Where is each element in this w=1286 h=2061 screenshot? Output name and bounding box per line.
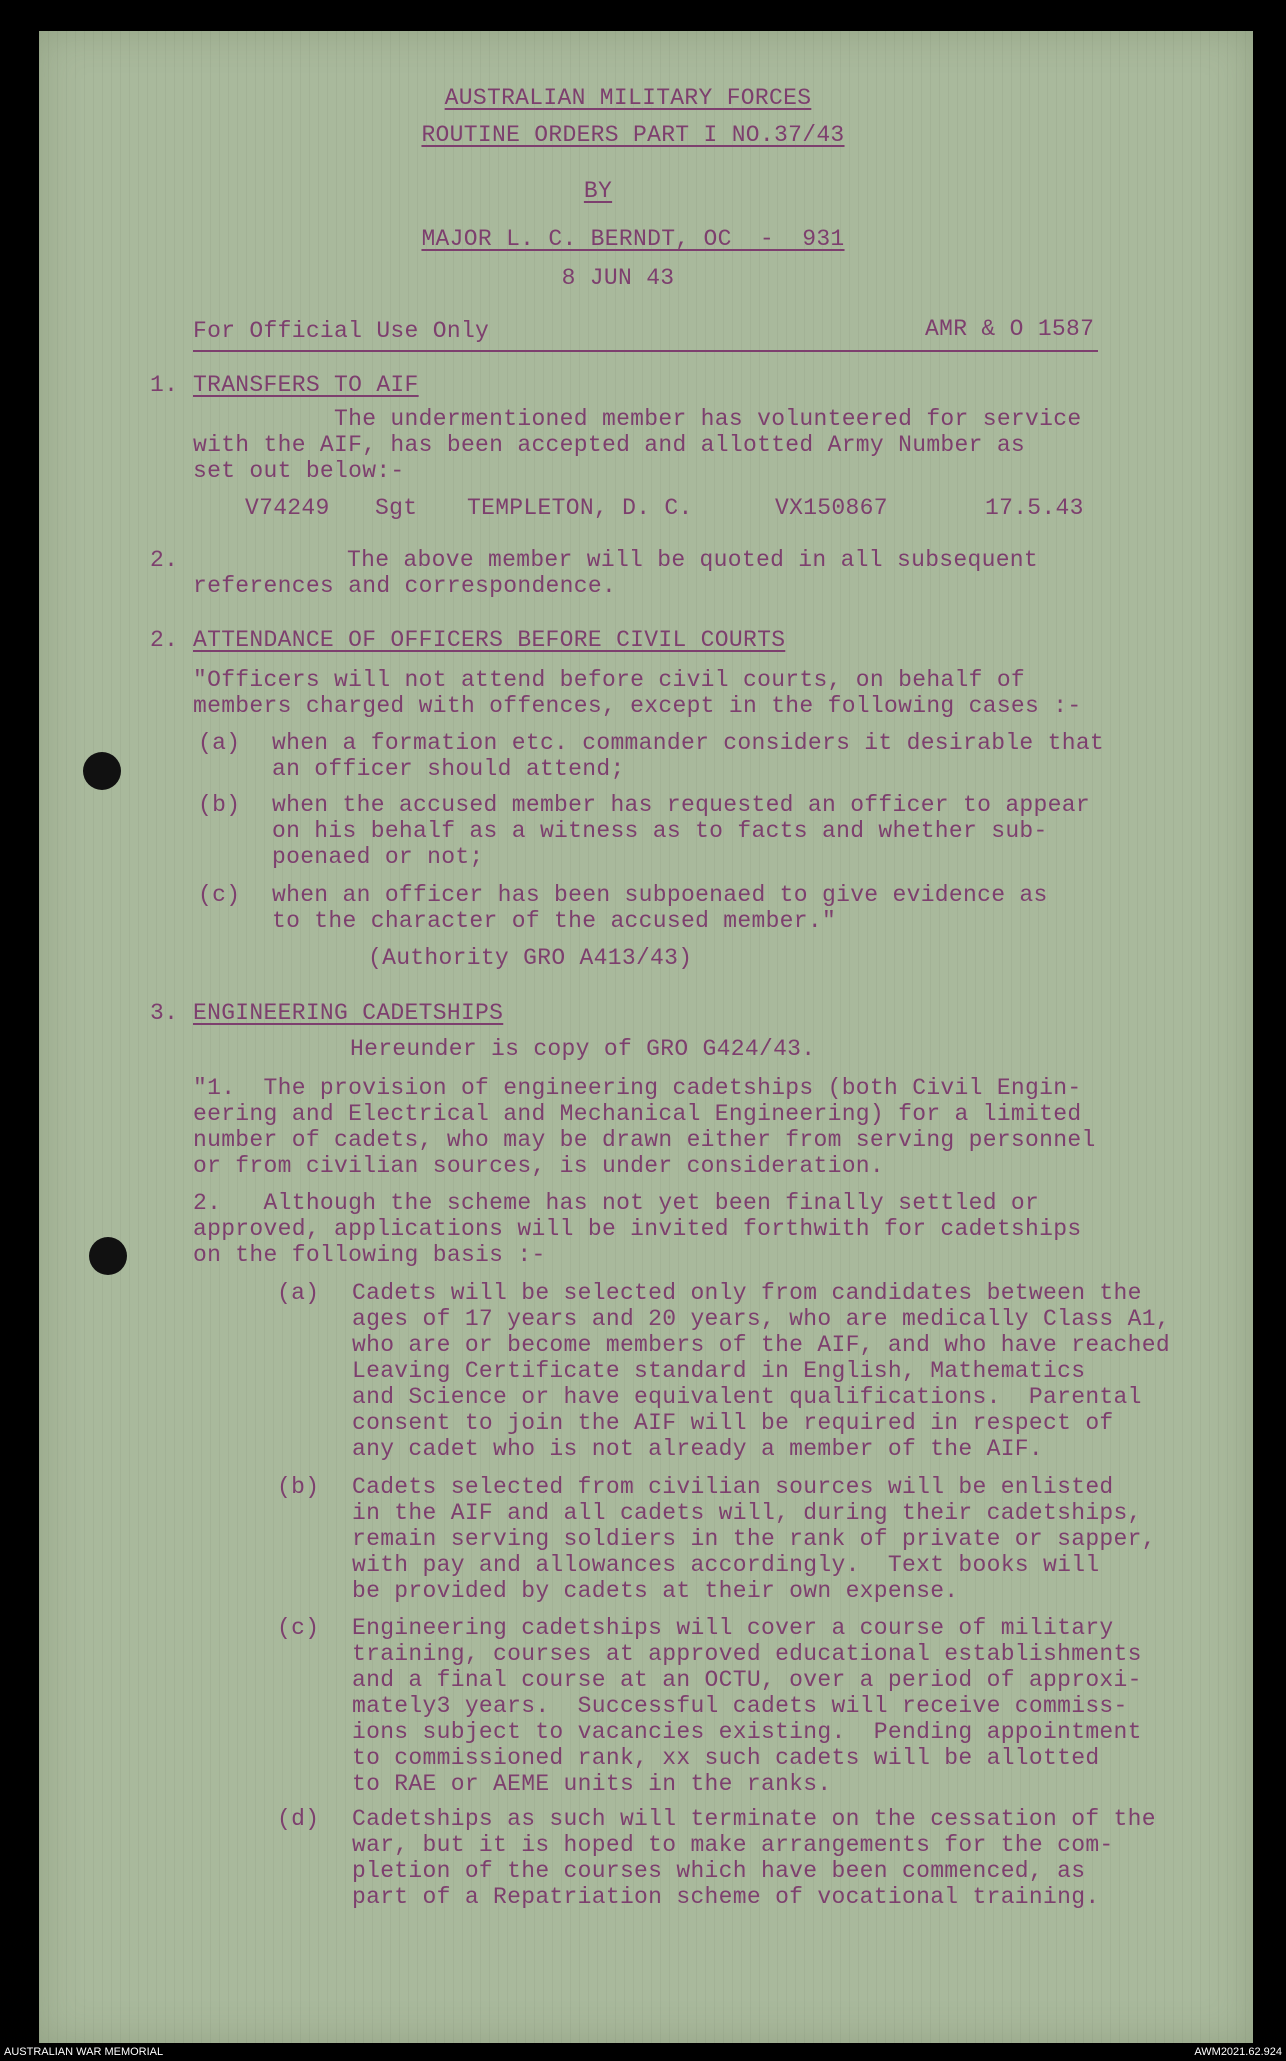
- item-line: in the AIF and all cadets will, during their cadetships,: [352, 1500, 1142, 1526]
- item-line: when an officer has been subpoenaed to give evidence as: [272, 882, 1048, 908]
- header-by: BY: [583, 178, 613, 204]
- item-line: remain serving soldiers in the rank of private or sapper,: [352, 1526, 1156, 1552]
- item-line: to the character of the accused member.": [272, 908, 837, 934]
- paragraph-line: 2. Although the scheme has not yet been finally settled or: [193, 1190, 1040, 1216]
- item-line: training, courses at approved educational establishments: [352, 1641, 1142, 1667]
- punch-hole-bottom: [89, 1237, 127, 1275]
- item-label: (a): [198, 730, 241, 756]
- item-line: Cadets will be selected only from candidates between the: [352, 1280, 1142, 1306]
- section-number: 1.: [150, 372, 179, 398]
- paragraph-line: "Officers will not attend before civil courts, on behalf of: [193, 667, 1026, 693]
- item-line: and Science or have equivalent qualifications. Parental: [352, 1384, 1142, 1410]
- item-line: pletion of the courses which have been commenced, as: [352, 1858, 1086, 1884]
- item-line: Cadets selected from civilian sources will be enlisted: [352, 1474, 1114, 1500]
- footer-accession-number: AWM2021.62.924: [1194, 2046, 1282, 2058]
- item-label: (c): [198, 882, 241, 908]
- section-heading: ENGINEERING CADETSHIPS: [193, 1000, 504, 1026]
- header-force: AUSTRALIAN MILITARY FORCES: [444, 85, 812, 111]
- transfer-rank: Sgt: [375, 495, 418, 521]
- item-line: with pay and allowances accordingly. Text books will: [352, 1552, 1100, 1578]
- transfer-date: 17.5.43: [985, 495, 1084, 521]
- paragraph-number: 2.: [150, 547, 179, 573]
- item-line: who are or become members of the AIF, and who have reached: [352, 1332, 1170, 1358]
- header-rule: [193, 350, 1098, 352]
- header-date: 8 JUN 43: [561, 265, 675, 291]
- footer-source: AUSTRALIAN WAR MEMORIAL: [4, 2046, 164, 2058]
- paragraph-line: The above member will be quoted in all subsequent: [347, 547, 1039, 573]
- transfer-name: TEMPLETON, D. C.: [467, 495, 693, 521]
- paragraph-line: on the following basis :-: [193, 1242, 546, 1268]
- header-officer: MAJOR L. C. BERNDT, OC - 931: [421, 226, 845, 252]
- item-line: war, but it is hoped to make arrangements for the com-: [352, 1832, 1114, 1858]
- item-line: Cadetships as such will terminate on the cessation of the: [352, 1806, 1156, 1832]
- paragraph-line: number of cadets, who may be drawn either from serving personnel: [193, 1127, 1096, 1153]
- section-number: 3.: [150, 1000, 179, 1026]
- item-line: to commissioned rank, xx such cadets will be allotted: [352, 1745, 1100, 1771]
- item-line: and a final course at an OCTU, over a period of approxi-: [352, 1667, 1142, 1693]
- transfer-new-number: VX150867: [775, 495, 888, 521]
- item-line: be provided by cadets at their own expense.: [352, 1578, 959, 1604]
- paragraph-line: Hereunder is copy of GRO G424/43.: [350, 1036, 816, 1062]
- paragraph-line: members charged with offences, except in the following cases :-: [193, 693, 1082, 719]
- item-line: poenaed or not;: [272, 844, 484, 870]
- authority-note: (Authority GRO A413/43): [368, 945, 693, 971]
- item-line: consent to join the AIF will be required in respect of: [352, 1410, 1114, 1436]
- item-line: ions subject to vacancies existing. Pending appointment: [352, 1719, 1142, 1745]
- item-line: any cadet who is not already a member of the AIF.: [352, 1436, 1044, 1462]
- section-number: 2.: [150, 627, 179, 653]
- item-line: an officer should attend;: [272, 756, 625, 782]
- item-line: when the accused member has requested an officer to appear: [272, 792, 1090, 818]
- item-label: (c): [277, 1615, 320, 1641]
- order-reference: AMR & O 1587: [925, 316, 1095, 342]
- punch-hole-top: [83, 752, 121, 790]
- classification: For Official Use Only: [193, 318, 490, 344]
- section-heading: TRANSFERS TO AIF: [193, 372, 419, 398]
- item-line: mately3 years. Successful cadets will receive commiss-: [352, 1693, 1128, 1719]
- item-line: Engineering cadetships will cover a course of military: [352, 1615, 1114, 1641]
- paragraph-line: with the AIF, has been accepted and allotted Army Number as: [193, 432, 1026, 458]
- item-label: (d): [277, 1806, 320, 1832]
- paragraph-line: set out below:-: [193, 458, 405, 484]
- paragraph-line: approved, applications will be invited forthwith for cadetships: [193, 1216, 1082, 1242]
- paragraph-line: or from civilian sources, is under consideration.: [193, 1153, 885, 1179]
- item-label: (b): [277, 1474, 320, 1500]
- header-orders: ROUTINE ORDERS PART I NO.37/43: [421, 122, 845, 148]
- item-line: when a formation etc. commander considers it desirable that: [272, 730, 1105, 756]
- section-heading: ATTENDANCE OF OFFICERS BEFORE CIVIL COURTS: [193, 627, 786, 653]
- paragraph-line: The undermentioned member has volunteered for service: [193, 406, 1082, 432]
- paragraph-line: references and correspondence.: [193, 573, 617, 599]
- item-label: (a): [277, 1280, 320, 1306]
- item-line: ages of 17 years and 20 years, who are medically Class A1,: [352, 1306, 1170, 1332]
- item-line: part of a Repatriation scheme of vocational training.: [352, 1884, 1100, 1910]
- item-line: to RAE or AEME units in the ranks.: [352, 1771, 832, 1797]
- item-label: (b): [198, 792, 241, 818]
- paragraph-line: "1. The provision of engineering cadetships (both Civil Engin-: [193, 1075, 1082, 1101]
- paragraph-line: eering and Electrical and Mechanical Engineering) for a limited: [193, 1101, 1082, 1127]
- item-line: on his behalf as a witness as to facts and whether sub-: [272, 818, 1048, 844]
- item-line: Leaving Certificate standard in English, Mathematics: [352, 1358, 1086, 1384]
- transfer-old-number: V74249: [245, 495, 330, 521]
